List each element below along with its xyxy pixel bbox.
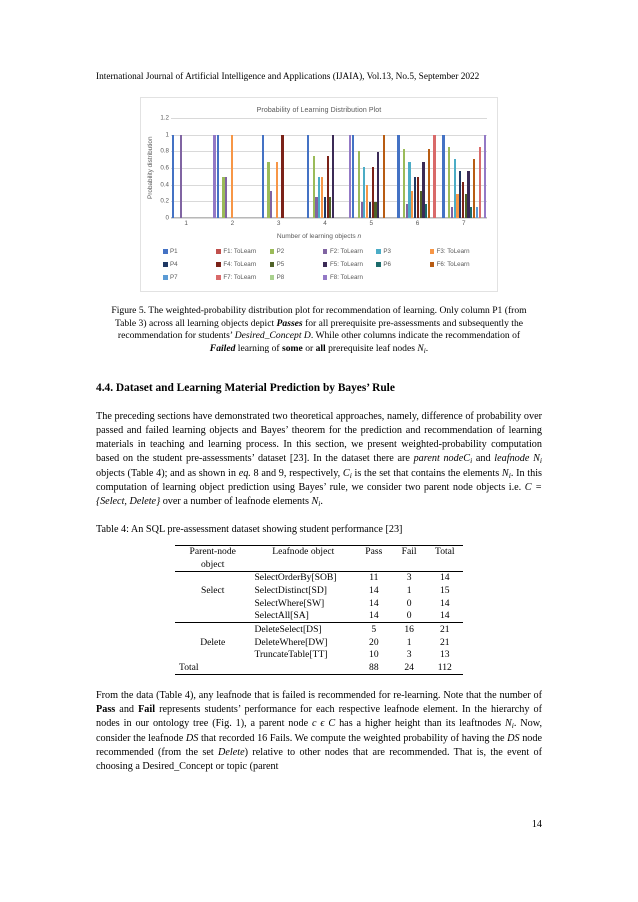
cell-leafnode: SelectDistinct[SD] [254,584,327,596]
text-run: has a higher height than its leaftnodes [335,718,505,730]
table-4-caption: Table 4: An SQL pre-assessment dataset showing student performance [23] [96,523,403,535]
figure-caption-some: some [282,343,303,355]
figure-caption-desired-concept: Desired_Concept D [234,330,311,342]
cell-leafnode: SelectOrderBy[SOB] [254,572,337,584]
y-tick-label: 0.2 [160,197,169,205]
col-header-spacer-2 [356,559,392,572]
cell-leafnode: SelectWhere[SW] [254,597,325,609]
figure-caption-line-2c: for all prerequisite pre-assessments and [302,317,457,329]
table-row [175,623,463,636]
cell-leafnode: DeleteSelect[DS] [250,623,356,636]
text-run: 8 and 9, respectively, [250,467,343,479]
running-header: International Journal of Artificial Intelligence and Applications (IJAIA), Vol.13, No.5, September 2022 [96,72,480,82]
figure-5-chart [140,97,498,292]
y-axis-ticks [155,114,171,222]
legend-item[interactable] [430,261,483,268]
text-run: and [115,704,139,716]
y-tick-label: 0.4 [160,181,169,189]
text-run: objects (Table 4); and as shown in [96,467,239,479]
legend-item[interactable] [163,274,216,281]
legend-label: F8: ToLearn [329,274,363,282]
legend-label: F5: ToLearn [329,261,363,269]
chart-plot-area [171,118,487,218]
x-axis-tick-labels [163,220,487,227]
bar-group [306,118,351,218]
cell-total-spacer [250,661,356,674]
legend-label: P5 [276,261,285,269]
cell-fail: 0 [406,610,412,622]
text-run: represents students’ performance for each respective leafnode element. In the hierarchy of nodes in our ontology tree (Fig. 1), a parent node [96,704,542,730]
cell-parent-node: Select [201,584,225,596]
x-tick-label: 1 [184,220,188,228]
legend-label: F6: ToLearn [436,261,470,269]
chart-bar [217,135,219,218]
cell-fail: 1 [406,636,412,648]
legend-swatch-icon [270,275,275,280]
col-header-parent-node-line1: Parent-node [175,545,250,558]
text-run: . [320,496,323,508]
figure-caption-all: all [315,343,326,355]
text-run: c ϵ C [312,718,336,730]
legend-label: F4: ToLearn [223,261,257,269]
col-header-fail: Fail [392,545,427,558]
text-run: The preceding sections have demonstrated two theoretical approaches, namely, difference of probability over passed and failed learning objects and Bayes’ theorem for the prediction and recommendation of learning materials in teaching and learning process. In this section, we present weighted-probability computation based on the student pre-assessments’ dataset [23]. In the dataset there are [96,411,542,465]
legend-swatch-icon [430,262,435,267]
chart-bar [281,135,283,218]
cell-parent-node [175,571,250,584]
legend-swatch-icon [216,249,221,254]
table-row [175,571,463,584]
legend-label: P4 [170,261,178,269]
table-row [175,584,463,597]
chart-bar [479,147,481,219]
figure-caption-line-3c: . While other columns indicate the [310,330,443,342]
cell-parent-node: Delete [200,636,226,648]
cell-total: 15 [440,584,450,596]
figure-caption [106,305,532,356]
y-tick-label: 0.8 [160,147,169,155]
figure-caption-line-2a: (from Table 3) across all learning objects depict [114,305,527,329]
x-axis-title-text: Number of learning objects [276,233,358,241]
cell-total: 14 [440,572,450,584]
text-run: DS [185,732,199,744]
plot-wrapper [141,114,497,222]
cell-leafnode: SelectAll[SA] [254,610,309,622]
legend-label: F1: ToLearn [223,248,257,256]
cell-leafnode: DeleteWhere[DW] [254,636,328,648]
cell-parent-node [175,597,250,610]
cell-pass: 14 [369,584,379,596]
figure-caption-line-3a: subsequently the recommendation for students’ [117,317,524,342]
text-run: leafnode [494,453,534,465]
text-run: N [311,496,319,508]
figure-caption-line-1: Figure 5. The weighted-probability distribution plot for recommendation of learning. Only column P1 [111,305,503,317]
legend-swatch-icon [323,275,328,280]
legend-item[interactable] [376,248,429,255]
table-total-row [175,661,463,674]
table-4-dataset [175,545,463,675]
table-row [175,636,463,649]
cell-fail: 3 [406,572,412,584]
chart-gridline [171,218,487,219]
section-heading-4-4: 4.4. Dataset and Learning Material Prediction by Bayes’ Rule [96,382,395,395]
table-body [175,571,463,674]
text-run: Fail [138,704,156,716]
figure-caption-line-4c: learning of [235,343,283,355]
text-run: over a number of leafnode elements [160,496,312,508]
legend-label: P6 [383,261,391,269]
chart-bar [172,135,174,218]
cell-fail: 0 [406,597,412,609]
legend-swatch-icon [430,249,435,254]
cell-parent-node [175,649,250,662]
text-run: is the set that contains the elements [351,467,502,479]
legend-label: F3: ToLearn [436,248,470,256]
cell-pass: 10 [369,649,379,661]
legend-item[interactable] [323,261,376,268]
text-run: that recorded 16 Fails. We compute the weighted probability of having the [198,732,508,744]
chart-bar [262,135,264,218]
chart-bar [352,135,354,218]
text-run: i [511,721,514,731]
chart-bar [484,135,486,218]
cell-fail: 1 [406,584,412,596]
chart-bar [397,135,399,218]
x-tick-label: 7 [462,220,466,228]
legend-item[interactable] [216,261,269,268]
y-tick-label: 1.2 [160,114,169,122]
chart-bar [225,177,227,219]
cell-parent-node [175,610,250,623]
figure-caption-n: N [417,343,424,355]
text-run: Pass [96,704,116,716]
legend-item[interactable] [216,274,269,281]
text-run: . Now, consider the leafnode [96,718,542,744]
text-run: eq. [238,467,251,479]
text-run: From the data (Table 4), any leafnode that is failed is recommended for re-learning. Note that the number of [96,690,542,702]
page-number: 14 [531,819,542,830]
legend-item[interactable] [323,274,376,281]
legend-swatch-icon [163,249,168,254]
x-tick-label: 2 [230,220,235,228]
chart-bar [307,135,309,218]
paragraph-dataset-intro [96,410,542,510]
legend-item[interactable] [323,248,376,255]
text-run: i [470,456,473,466]
cell-fail: 16 [392,623,427,636]
legend-swatch-icon [163,275,168,280]
bar-group [442,118,487,218]
bar-group [216,118,261,218]
legend-swatch-icon [323,262,328,267]
x-tick-label: 4 [323,220,327,228]
x-axis-title-var: n [357,233,362,241]
text-run: N [504,718,512,730]
chart-bar-groups [171,118,487,218]
legend-label: P8 [276,274,285,282]
legend-item[interactable] [270,261,323,268]
legend-swatch-icon [270,262,275,267]
text-run: C [463,453,471,465]
chart-bar [442,135,444,218]
legend-label: P1 [170,248,178,256]
table-row [175,610,463,623]
legend-item[interactable] [376,261,429,268]
y-tick-label: 1 [165,131,169,139]
cell-total: 14 [440,610,450,622]
x-axis-title [141,233,497,240]
y-tick-label: 0.6 [160,164,169,172]
figure-caption-line-4a: recommendation of [445,330,521,342]
figure-caption-line-4e: or [302,343,316,355]
text-run: i [508,470,511,480]
cell-leafnode: TruncateTable[TT] [254,649,328,661]
chart-bar [180,135,182,218]
legend-item[interactable] [430,248,483,255]
text-run: i [539,456,542,466]
text-run: and [472,453,495,465]
chart-bar [433,135,435,218]
legend-swatch-icon [376,262,381,267]
figure-caption-line-4j: . [425,343,429,355]
figure-caption-failed: Failed [209,343,236,355]
legend-label: P2 [276,248,285,256]
col-header-spacer-3 [392,559,427,572]
legend-label: P3 [383,248,391,256]
cell-pass: 14 [369,597,379,609]
cell-pass: 5 [356,623,392,636]
cell-pass: 14 [369,610,379,622]
col-header-spacer-4 [427,559,463,572]
legend-item[interactable] [270,274,323,281]
cell-total: 21 [427,623,463,636]
chart-bar [270,191,272,219]
cell-total-fail: 24 [392,661,427,674]
cell-pass: 11 [369,572,379,584]
text-run: parent node [413,453,464,465]
figure-caption-passes: Passes [276,317,303,329]
legend-item[interactable] [163,248,216,255]
y-tick-label: 0 [165,214,169,222]
table-head [175,545,463,571]
chart-bar [428,149,430,218]
chart-title: Probability of Learning Distribution Plot [256,107,382,115]
cell-pass: 20 [369,636,379,648]
legend-swatch-icon [216,275,221,280]
chart-bar [276,162,278,218]
x-tick-label: 3 [276,220,281,228]
table-row [175,649,463,662]
col-header-pass: Pass [356,545,392,558]
legend-swatch-icon [323,249,328,254]
table-header-row-2 [175,559,463,572]
text-run: . In this computation of learning object prediction using Bayes’ rule, we consider two parent node objects i.e. [96,467,542,494]
x-tick-label: 5 [369,220,374,228]
legend-label: P7 [170,274,178,282]
legend-item[interactable] [216,248,269,255]
cell-total-label: Total [175,661,250,674]
cell-total: 21 [440,636,450,648]
bar-group [171,118,216,218]
cell-total-total: 112 [427,661,463,674]
table-row [175,597,463,610]
bar-group [261,118,306,218]
text-run: ) relative to other nodes that are recommended. That is, the event of choosing a Desired_Concept or topic (parent [96,746,542,772]
chart-bar [377,152,379,219]
bar-group [397,118,442,218]
cell-parent-node [175,623,250,636]
legend-label: F2: ToLearn [329,248,363,256]
cell-total: 14 [440,597,450,609]
figure-caption-line-4g: prerequisite leaf nodes [325,343,418,355]
legend-swatch-icon [270,249,275,254]
text-run: N [533,453,540,465]
cell-total-pass: 88 [356,661,392,674]
text-run: C = {Select, Delete} [96,482,543,508]
legend-label: F7: ToLearn [223,274,257,282]
text-run: DS [507,732,520,744]
legend-swatch-icon [216,262,221,267]
text-run: i [318,499,321,509]
table-header-row-1 [175,545,463,558]
col-header-spacer-1 [250,559,356,572]
text-run: Delete [218,746,245,758]
x-tick-label: 6 [415,220,420,228]
page-content [96,72,542,786]
bar-group [352,118,397,218]
text-run: i [349,470,352,480]
col-header-total: Total [427,545,463,558]
text-run: N [501,467,509,479]
chart-bar [332,135,334,218]
text-run: node recommended (from the set [96,732,542,758]
chart-bar [383,135,385,218]
legend-item[interactable] [270,248,323,255]
cell-fail: 3 [406,649,412,661]
legend-swatch-icon [376,249,381,254]
chart-legend [163,248,483,281]
legend-item[interactable] [163,261,216,268]
col-header-parent-node-line2: object [175,559,250,572]
legend-swatch-icon [163,262,168,267]
cell-total: 13 [440,649,450,661]
chart-bar [231,135,233,218]
y-axis-title: Probability distribution [147,136,154,200]
figure-caption-n-subscript: i [423,346,426,355]
paragraph-weighted-probability [96,689,542,774]
col-header-leafnode: Leafnode object [250,545,356,558]
text-run: C [342,467,350,479]
